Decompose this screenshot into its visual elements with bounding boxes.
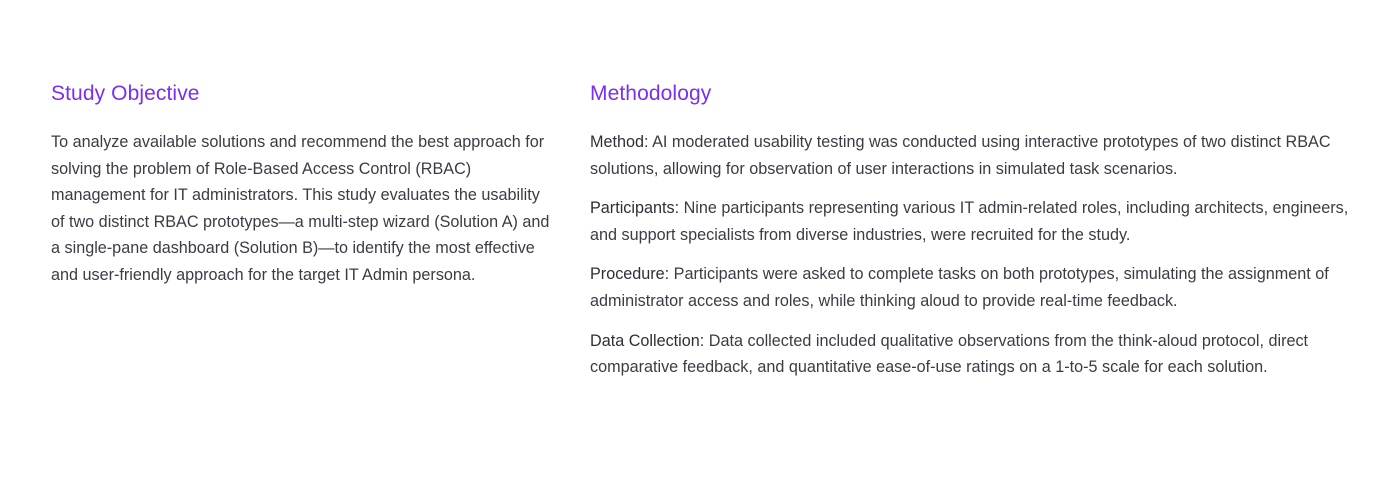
methodology-item-text: Nine participants representing various IT admin-related roles, including architects, engineers, and support specialists from diverse industries, were recruited for the study. bbox=[590, 199, 1349, 244]
methodology-item-text: Data collected included qualitative observations from the think-aloud protocol, direct comparative feedback, and quantitative ease-of-use ratings on a 1-to-5 scale for each solution. bbox=[590, 331, 1309, 377]
methodology-heading: Methodology bbox=[590, 82, 712, 105]
methodology-item-method bbox=[590, 129, 1365, 182]
methodology-item-text: Participants were asked to complete tasks on both prototypes, simulating the assignment of administrator access and roles, while thinking aloud to provide real-time feedback. bbox=[590, 265, 1329, 310]
methodology-section bbox=[590, 80, 1365, 394]
methodology-item-participants bbox=[590, 195, 1365, 248]
methodology-item-label: Method: bbox=[590, 133, 649, 151]
study-objective-section bbox=[51, 80, 551, 289]
methodology-item-label: Data Collection: bbox=[590, 331, 705, 350]
study-objective-body: To analyze available solutions and recommend the best approach for solving the problem of Role-Based Access Control (RBAC) management for IT administrators. This study evaluates the usability of two distinct RBAC prototypes—a multi-step wizard (Solution A) and a single-pane dashboard (Solution B)—to identify the most effective and user-friendly approach for the target IT Admin persona. bbox=[51, 133, 550, 284]
methodology-item-text: AI moderated usability testing was conducted using interactive prototypes of two distinct RBAC solutions, allowing for observation of user interactions in simulated task scenarios. bbox=[590, 133, 1331, 178]
methodology-item-data-collection bbox=[590, 328, 1365, 381]
methodology-item-label: Procedure: bbox=[590, 265, 670, 284]
methodology-item-procedure bbox=[590, 261, 1365, 314]
methodology-item-label: Participants: bbox=[590, 199, 680, 218]
study-objective-heading: Study Objective bbox=[51, 82, 200, 105]
